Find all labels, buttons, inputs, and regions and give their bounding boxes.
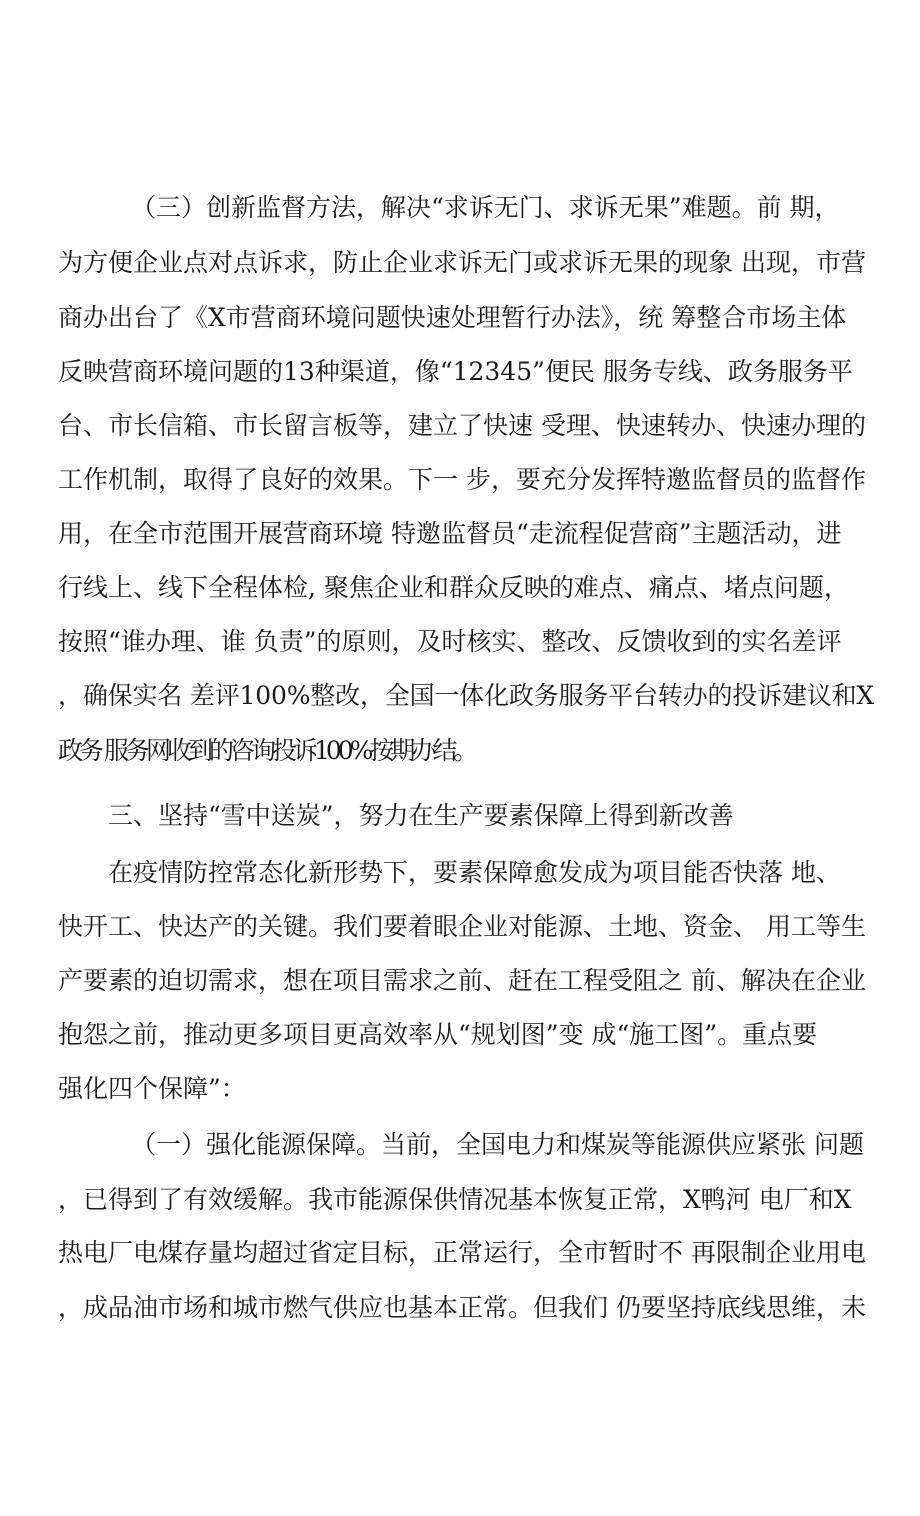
paragraph-line: （三）创新监督方法，解决“求诉无门、求诉无果”难题。前 期，	[131, 193, 840, 222]
paragraph-line: 行线上、线下全程体检, 聚焦企业和群众反映的难点、痛点、堵点问题，	[58, 573, 849, 602]
paragraph-line: 抱怨之前，推动更多项目更高效率从“规划图”变 成“施工图”。重点要	[58, 1020, 818, 1049]
paragraph-line: 产要素的迫切需求，想在项目需求之前、赶在工程受阻之 前、解决在企业	[58, 966, 866, 995]
paragraph-line: （一）强化能源保障。当前，全国电力和煤炭等能源供应紧张 问题	[131, 1130, 864, 1159]
paragraph-line: 政务 服务网收到的咨询投诉100%按期办结。	[58, 736, 475, 765]
paragraph-line: ，成品油市场和城市燃气供应也基本正常。但我们 仍要坚持底线思维，未	[58, 1293, 866, 1322]
paragraph-line: 为方便企业点对点诉求，防止企业求诉无门或求诉无果的现象 出现，市营	[58, 248, 866, 277]
paragraph-line: 热电厂电煤存量均超过省定目标，正常运行，全市暂时不 再限制企业用电	[58, 1238, 866, 1267]
paragraph-line: 按照“谁办理、谁 负责”的原则，及时核实、整改、反馈收到的实名差评	[58, 627, 842, 656]
paragraph-line: 商办出台了《X市营商环境问题快速处理暂行办法》，统 筹整合市场主体	[58, 303, 847, 332]
paragraph-line: 工作机制，取得了良好的效果。下一 步，要充分发挥特邀监督员的监督作	[58, 465, 866, 494]
paragraph-line: 台、市长信箱、市长留言板等，建立了快速 受理、快速转办、快速办理的	[58, 411, 866, 440]
section-heading: 三、坚持“雪中送炭”，努力在生产要素保障上得到新改善	[108, 801, 734, 830]
paragraph-line: 快开工、快达产的关键。我们要着眼企业对能源、土地、资金、 用工等生	[58, 912, 866, 941]
paragraph-line: ，确保实名 差评100%整改，全国一体化政务服务平台转办的投诉建议和X	[58, 681, 875, 710]
paragraph-line: 用，在全市范围开展营商环境 特邀监督员“走流程促营商”主题活动，进	[58, 519, 842, 548]
paragraph-line: 反映营商环境问题的13种渠道，像“12345”便民 服务专线、政务服务平	[58, 357, 853, 386]
paragraph-line: 在疫情防控常态化新形势下，要素保障愈发成为项目能否快落 地、	[108, 858, 841, 887]
paragraph-line: ，已得到了有效缓解。我市能源保供情况基本恢复正常，X鸭河 电厂和X	[58, 1185, 852, 1214]
paragraph-line: 强化四个保障”：	[58, 1074, 246, 1103]
